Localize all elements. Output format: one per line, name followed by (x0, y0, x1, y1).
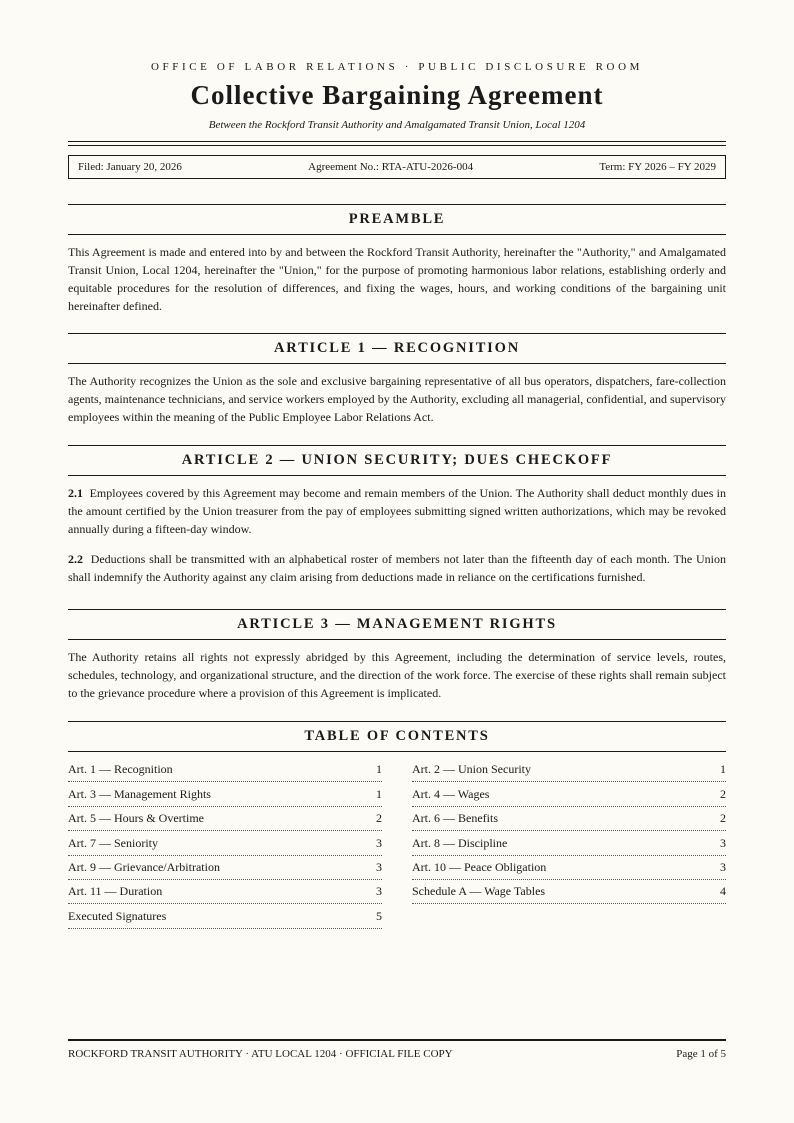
subsection-2-2 (68, 550, 726, 586)
toc-entry-page: 2 (376, 811, 382, 826)
article-2-section (68, 445, 726, 586)
toc-entry-page: 4 (720, 884, 726, 899)
toc-right-column (412, 759, 726, 930)
toc-entry (412, 783, 726, 806)
toc-entry-page: 3 (376, 884, 382, 899)
subsection-text: Employees covered by this Agreement may become and remain members of the Union. The Authority shall deduct monthly dues in the amount certified by the Union treasurer from the pay of employees submitting signed written authorizations, which may be revoked annually during a fifteen-day window. (68, 486, 726, 536)
section-body: The Authority recognizes the Union as the sole and exclusive bargaining representative of all bus operators, dispatchers, fare-collection agents, maintenance technicians, and service workers employed by the Authority, excluding all managerial, confidential, and supervisory employees within the meaning of the Public Employee Labor Relations Act. (68, 374, 726, 424)
toc-entry (412, 832, 726, 855)
toc-entry (68, 832, 382, 855)
toc-entry (68, 759, 382, 782)
header-rule-bottom (68, 145, 726, 146)
section-heading: ARTICLE 3 — MANAGEMENT RIGHTS (68, 609, 726, 640)
toc-entry-label: Art. 1 — Recognition (68, 762, 173, 777)
toc-entry (68, 857, 382, 880)
toc-entry-label: Art. 2 — Union Security (412, 762, 531, 777)
page-footer (68, 1048, 726, 1060)
toc-section (68, 721, 726, 752)
subsection-text: Deductions shall be transmitted with an alphabetical roster of members not later than the fifteenth day of each month. The Union shall indemnify the Authority against any claim arising from deductions made in reliance on the certifications furnished. (68, 552, 727, 584)
agreement-term: Term: FY 2026 – FY 2029 (599, 161, 716, 173)
page-title: Collective Bargaining Agreement (190, 80, 604, 110)
toc-entry-label: Art. 3 — Management Rights (68, 786, 211, 801)
filed-date: Filed: January 20, 2026 (78, 161, 182, 173)
office-line: OFFICE OF LABOR RELATIONS · PUBLIC DISCLOSURE ROOM (150, 61, 643, 73)
toc-entry-label: Executed Signatures (68, 908, 167, 923)
footer-org: ROCKFORD TRANSIT AUTHORITY · ATU LOCAL 1204 · OFFICIAL FILE COPY (68, 1048, 453, 1060)
toc-entry-label: Art. 7 — Seniority (68, 835, 158, 850)
page-number: Page 1 of 5 (676, 1048, 726, 1060)
filing-meta-box (68, 155, 726, 179)
toc-entry (68, 905, 382, 928)
subsection-2-1 (68, 484, 726, 538)
section-heading: PREAMBLE (68, 204, 726, 235)
header-rule-top (68, 141, 726, 142)
page-subtitle: Between the Rockford Transit Authority and Amalgamated Transit Union, Local 1204 (208, 119, 586, 131)
toc-entry-label: Art. 6 — Benefits (412, 811, 498, 826)
toc-entry-page: 3 (720, 859, 726, 874)
toc-entry-page: 1 (376, 762, 382, 777)
article-3-section (68, 609, 726, 702)
toc-entry-label: Art. 5 — Hours & Overtime (68, 811, 204, 826)
agreement-number: Agreement No.: RTA-ATU-2026-004 (308, 161, 474, 173)
toc-entry (412, 857, 726, 880)
section-heading: TABLE OF CONTENTS (68, 721, 726, 752)
toc-entry-page: 2 (720, 811, 726, 826)
toc-entry (68, 783, 382, 806)
toc-entry (412, 808, 726, 831)
toc-entry-page: 3 (720, 835, 726, 850)
section-heading: ARTICLE 1 — RECOGNITION (68, 333, 726, 364)
toc-entry-label: Art. 11 — Duration (68, 884, 163, 899)
preamble-section (68, 204, 726, 315)
section-heading: ARTICLE 2 — UNION SECURITY; DUES CHECKOFF (68, 445, 726, 476)
toc-entry-label: Art. 9 — Grievance/Arbitration (68, 859, 220, 874)
toc-entry-page: 1 (720, 762, 726, 777)
toc-entry-page: 3 (376, 835, 382, 850)
toc-entry-page: 2 (720, 786, 726, 801)
subsection-number: 2.2 (68, 552, 83, 566)
section-body: The Authority retains all rights not expressly abridged by this Agreement, including the determination of service levels, routes, schedules, technology, and organizational structure, and the direction of the work force. The exercise of these rights shall remain subject to the grievance procedure where a provision of this Agreement is implicated. (68, 650, 726, 700)
subsection-number: 2.1 (68, 486, 83, 500)
toc-entry-page: 5 (376, 908, 382, 923)
toc-entry-page: 1 (376, 786, 382, 801)
toc-entry-label: Schedule A — Wage Tables (412, 884, 546, 899)
toc-entry (412, 759, 726, 782)
toc-entry (68, 808, 382, 831)
toc-left-column (68, 759, 382, 930)
toc-entry-label: Art. 4 — Wages (412, 786, 490, 801)
toc-entry (412, 881, 726, 904)
toc-entry-label: Art. 8 — Discipline (412, 835, 508, 850)
article-1-section (68, 333, 726, 426)
footer-rule (68, 1039, 726, 1041)
section-body: This Agreement is made and entered into by and between the Rockford Transit Authority, hereinafter the "Authority," and Amalgamated Transit Union, Local 1204, hereinafter the "Union," for the purpose of promoting harmonious labor relations, establishing orderly and equitable procedures for the resolution of differences, and fixing the wages, hours, and working conditions of the bargaining unit hereinafter defined. (68, 245, 726, 313)
toc-entry-page: 3 (376, 859, 382, 874)
table-of-contents (68, 759, 726, 930)
toc-entry (68, 881, 382, 904)
toc-entry-label: Art. 10 — Peace Obligation (412, 859, 547, 874)
